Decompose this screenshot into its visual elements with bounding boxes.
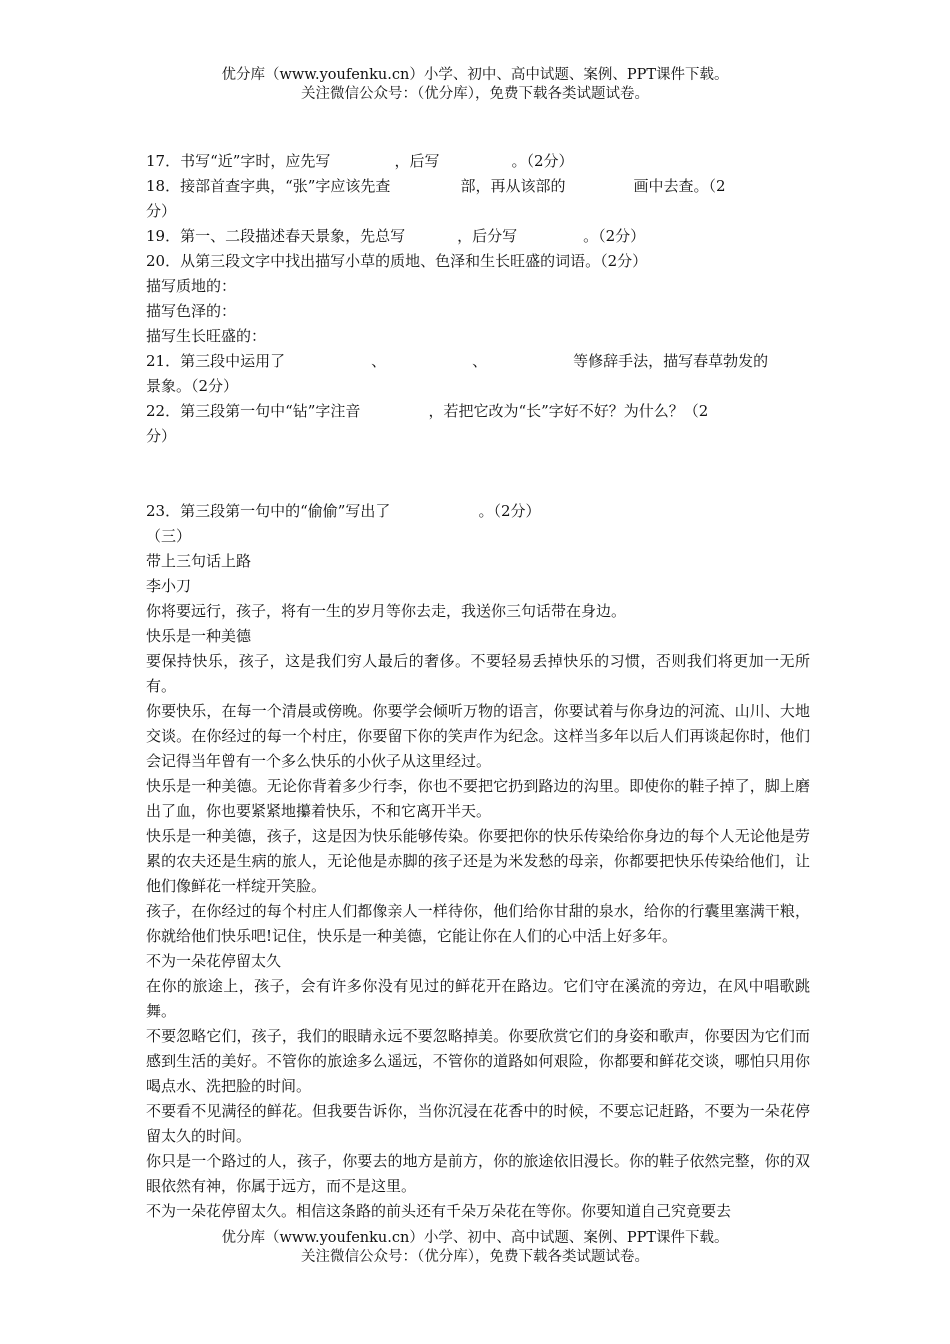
question-22: 22．第三段第一句中“钻”字注音 ，若把它改为“长”字好不好？为什么？（2 [146,399,810,424]
answer-blank [517,224,583,249]
question-18-cont: 分） [146,202,177,220]
article-paragraph: 快乐是一种美德。无论你背着多少行李，你也不要把它扔到路边的沟里。即使你的鞋子掉了，脚上磨出了血，你也要紧紧地攥着快乐，不和它离开半天。 [146,777,810,820]
article-paragraph: 你要快乐，在每一个清晨或傍晚。你要学会倾听万物的语言，你要试着与你身边的河流、山川、大地交谈。在你经过的每一个村庄，你要留下你的笑声作为纪念。这样当多年以后人们再谈起你时，他们会记得当年曾有一个多么快乐的小伙子从这里经过。 [146,702,810,770]
answer-blank [439,149,511,174]
answer-blank [390,499,478,524]
header-line-2: 关注微信公众号：（优分库），免费下载各类试题试卷。 [301,86,649,102]
question-20-growth: 描写生长旺盛的： [146,327,267,345]
article-subheading: 快乐是一种美德 [146,627,252,645]
question-19: 19．第一、二段描述春天景象，先总写 ，后分写 。（2分） [146,224,810,249]
question-20: 20．从第三段文字中找出描写小草的质地、色泽和生长旺盛的词语。（2分） [146,252,648,270]
article-paragraph: 要保持快乐，孩子，这是我们穷人最后的奢侈。不要轻易丢掉快乐的习惯，否则我们将更加一无所有。 [146,652,810,695]
document-body [146,149,810,1224]
article-paragraph: 不为一朵花停留太久。相信这条路的前头还有千朵万朵花在等你。你要知道自己究竟要去 [146,1202,732,1220]
question-20-texture: 描写质地的： [146,277,237,295]
article-paragraph: 孩子，在你经过的每个村庄人们都像亲人一样待你，他们给你甘甜的泉水，给你的行囊里塞满干粮，你就给他们快乐吧!记住，快乐是一种美德，它能让你在人们的心中活上好多年。 [146,902,810,945]
answer-blank [386,349,472,374]
question-21-cont: 景象。（2分） [146,377,239,395]
answer-blank [285,349,371,374]
article-paragraph: 你只是一个路过的人，孩子，你要去的地方是前方，你的旅途依旧漫长。你的鞋子依然完整，你的双眼依然有神，你属于远方，而不是这里。 [146,1152,810,1195]
article-subheading: 不为一朵花停留太久 [146,952,282,970]
section-number: （三） [146,527,192,545]
article-paragraph: 快乐是一种美德，孩子，这是因为快乐能够传染。你要把你的快乐传染给你身边的每个人无论他是劳累的农夫还是生病的旅人，无论他是赤脚的孩子还是为米发愁的母亲，你都要把快乐传染给他们，让他们像鲜花一样绽开笑脸。 [146,827,810,895]
question-22-cont: 分） [146,427,177,445]
answer-blank [360,399,428,424]
article-author: 李小刀 [146,577,192,595]
question-23: 23．第三段第一句中的“偷偷”写出了 。（2分） [146,499,810,524]
article-title: 带上三句话上路 [146,552,252,570]
answer-blank [390,174,460,199]
footer-line-2: 关注微信公众号：（优分库），免费下载各类试题试卷。 [301,1249,649,1265]
question-20-color: 描写色泽的： [146,302,237,320]
answer-blank [405,224,457,249]
answer-blank [487,349,573,374]
page-header [0,66,950,104]
question-17: 17．书写“近”字时，应先写 ，后写 。（2分） [146,149,810,174]
article-paragraph: 你将要远行，孩子，将有一生的岁月等你去走，我送你三句话带在身边。 [146,602,627,620]
header-line-1: 优分库（www.youfenku.cn）小学、初中、高中试题、案例、PPT课件下载。 [221,67,729,83]
article-paragraph: 不要忽略它们，孩子，我们的眼睛永远不要忽略掉美。你要欣赏它们的身姿和歌声，你要因为它们而感到生活的美好。不管你的旅途多么遥远，不管你的道路如何艰险，你都要和鲜花交谈，哪怕只用你喝点水、洗把脸的时间。 [146,1027,810,1095]
question-18: 18．接部首查字典，“张”字应该先查 部，再从该部的 画中去查。（2 [146,174,810,199]
footer-line-1: 优分库（www.youfenku.cn）小学、初中、高中试题、案例、PPT课件下载。 [221,1230,729,1246]
question-21: 21．第三段中运用了 、 、 等修辞手法，描写春草勃发的 [146,349,810,374]
answer-blank [330,149,394,174]
answer-space [146,449,810,499]
answer-blank [565,174,633,199]
article-paragraph: 不要看不见满径的鲜花。但我要告诉你，当你沉浸在花香中的时候，不要忘记赶路，不要为一朵花停留太久的时间。 [146,1102,810,1145]
page-footer [0,1229,950,1267]
article-paragraph: 在你的旅途上，孩子，会有许多你没有见过的鲜花开在路边。它们守在溪流的旁边，在风中唱歌跳舞。 [146,977,810,1020]
